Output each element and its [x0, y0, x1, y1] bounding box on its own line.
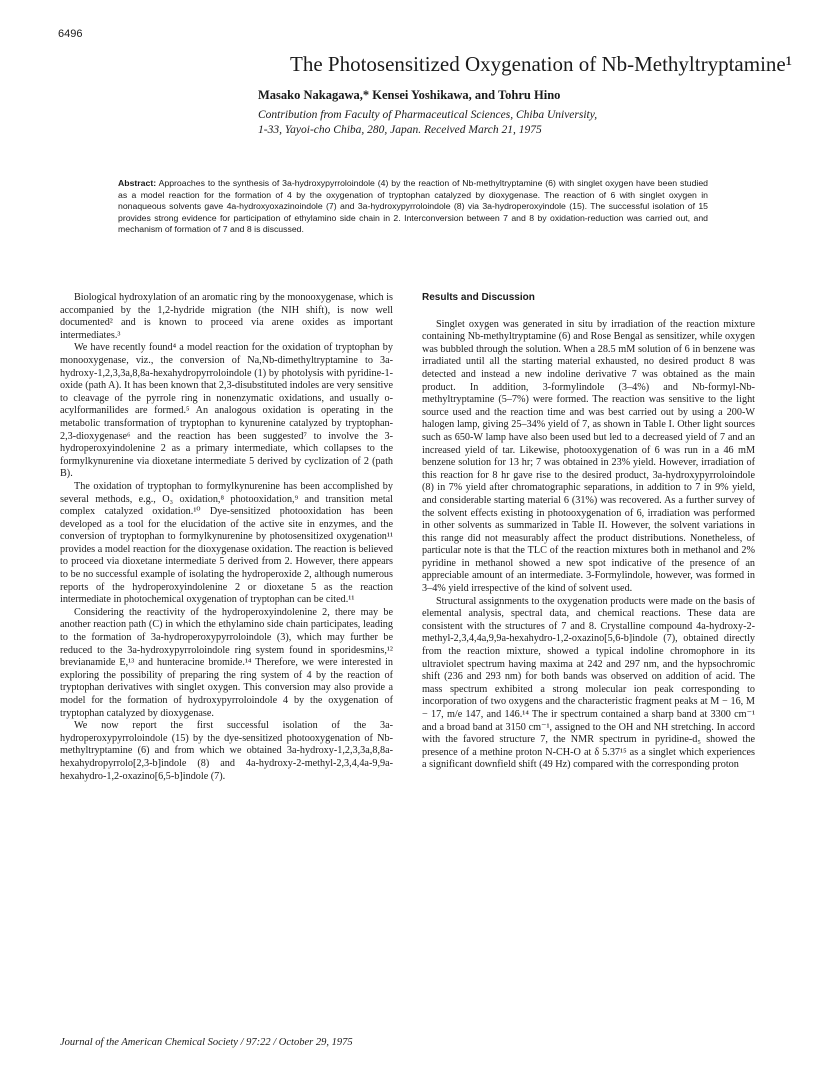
paragraph: Biological hydroxylation of an aromatic ring by the monooxygenase, which is accompanied by the 1,2-hydride migration (the NIH shift), is now well documented² and is known to proceed via arene oxides as important intermediates.³ — [60, 292, 393, 341]
author-list: Masako Nakagawa,* Kensei Yoshikawa, and Tohru Hino — [258, 88, 561, 102]
affiliation — [258, 108, 597, 138]
journal-footer: Journal of the American Chemical Society / 97:22 / October 29, 1975 — [60, 1037, 353, 1048]
paragraph: Structural assignments to the oxygenation products were made on the basis of elemental analysis, spectral data, and chemical reactions. These data are consistent with the structures of 7 and 8. Crystalline compound 4a-hydroxy-2-methyl-2,3,4,4a,9,9a-hexahydro-1,2-oxazino[5,6-b]indole (7), obtained directly from the reaction mixture, showed a typical indoline chromophore in its ultraviolet spectrum having maxima at 242 and 297 nm, and the hypsochromic shift (236 and 293 nm) for both bands was observed on addition of acid. The mass spectrum exhibited a strong molecular ion peak corresponding to incorporation of two oxygens and the characteristic fragment peaks at M − 16, M − 17, m/e 147, and 146.¹⁴ The ir spectrum contained a sharp band at 3300 cm⁻¹ and a broad band at 3150 cm⁻¹, assigned to the OH and NH stretching. In accord with the favored structure 7, the NMR spectrum in pyridine-d₅ showed the presence of a methine proton N-CH-O at δ 5.37¹⁵ as a singlet which experiences a significant downfield shift (49 Hz) compared with the corresponding proton — [422, 595, 755, 771]
left-column — [60, 292, 393, 783]
paragraph: We now report the first successful isolation of the 3a-hydroperoxypyrroloindole (15) by the dye-sensitized photooxygenation of Nb-methyltryptamine (6) and from which we obtained 3a-hydroxy-1,2,3,3a,8,8a-hexahydropyrrolo[2,3-b]indole (8) and 4a-hydroxy-2-methyl-2,3,4,4a-9,9a-hexahydro-1,2-oxazino[6,5-b]indole (7). — [60, 720, 393, 782]
right-column — [422, 292, 755, 772]
paragraph: The oxidation of tryptophan to formylkynurenine has been accomplished by several methods, e.g., O₃ oxidation,⁸ photooxidation,⁹ and transition metal complex catalyzed oxidation.¹⁰ Dye-sensitized photooxidation has been developed as a tool for the elucidation of the active site in enzymes, and the conversion of tryptophan to formylkynurenine by photosensitized oxygenation¹¹ provides a model reaction for the dioxygenase oxidation. The reaction is believed to proceed via dioxetane intermediate 5 derived from 2. However, there appears to be no successful example of isolating the hydroperoxide 2, although numerous reports of the hydroperoxyindolenine 2 or dioxetane 5 as the reaction intermediate in photochemical oxygenation of tryptophan can be cited.¹¹ — [60, 480, 393, 606]
abstract-text: Approaches to the synthesis of 3a-hydroxypyrroloindole (4) by the reaction of Nb-methyltryptamine (6) with singlet oxygen have been studied as a model reaction for the formation of 4 by the oxygenation of tryptophan catalyzed by dioxygenase. The reaction of 6 with singlet oxygen in nonaqueous solvents gave 4a-hydroxyoxazinoindole (7) and 3a-hydroxypyrroloindole (8) via 3a-hydroperoxyindole (15). The successful isolation of 15 provides strong evidence for participation of ethylamino side chain in 2. Interconversion between 7 and 8 by oxidation-reduction was carried out, and mechanism of formation of 7 and 8 is discussed. — [118, 178, 709, 234]
section-heading: Results and Discussion — [422, 292, 535, 303]
affiliation-line-1: Contribution from Faculty of Pharmaceutical Sciences, Chiba University, — [258, 109, 598, 121]
page-number: 6496 — [58, 28, 83, 40]
article-title: The Photosensitized Oxygenation of Nb-Methyltryptamine¹ — [290, 52, 793, 76]
affiliation-line-2: 1-33, Yayoi-cho Chiba, 280, Japan. Received March 21, 1975 — [258, 124, 542, 136]
abstract — [118, 178, 708, 236]
paragraph: Considering the reactivity of the hydroperoxyindolenine 2, there may be another reaction path (C) in which the ethylamino side chain participates, leading to the formation of 3a-hydroperoxypyrroloindole (3), which may further be reduced to the 3a-hydroxypyrroloindole ring system found in sporidesmins,¹² brevianamide E,¹³ and hunteracine bromide.¹⁴ Therefore, we were interested in exploring the possibility of preparing the ring system of 4 by the reaction of tryptophan derivatives with singlet oxygen. This conversion may also provide a model for the formation of hydroxypyrroloindole 4 by the oxygenation of tryptophan catalyzed by dioxygenase. — [60, 606, 393, 719]
paragraph: We have recently found⁴ a model reaction for the oxidation of tryptophan by monooxygenase, viz., the conversion of Na,Nb-dimethyltryptamine to 3a-hydroxy-1,2,3,3a,8,8a-hexahydropyrroloindole (1) by photolysis with pyridine-1-oxide (path A). It has been known that 2,3-disubstituted indoles are very sensitive to cleavage of the pyrrole ring in nonenzymatic oxidations, and usually o-acylformanilides are formed.⁵ An analogous oxidation is operating in the metabolic transformation of tryptophan to kynurenine catalyzed by tryptophan-2,3-dioxygenase⁶ and the reaction has been suggested⁷ to involve the 3-hydroperoxyindolenine 2 as a primary intermediate, which collapses to the formylkynurenine via dioxetane intermediate 5 derived by cyclization of 2 (path B). — [60, 342, 393, 480]
paragraph: Singlet oxygen was generated in situ by irradiation of the reaction mixture containing Nb-methyltryptamine (6) and Rose Bengal as sensitizer, while oxygen was bubbled through the solution. When a 28.5 mM solution of 6 in benzene was irradiated until all the starting material exhausted, no desired product 8 was detected and instead a new indoline derivative 7 was obtained as the main product. In addition, 3-formylindole (3–4%) and Nb-formyl-Nb-methyltryptamine (5–7%) were formed. The reaction was sensitive to the light source used and the reaction time and was best carried out by using a 200-W halogen lamp, giving 25–34% yield of 7, as shown in Table I. Other light sources such as 650-W lamp have also been used but led to a decreased yield of 7 and an increased yield of tar. Likewise, photooxygenation of 6 was run in a 46 mM benzene solution for 13 hr; 7 was obtained in 23% yield. However, irradiation of this reaction for 8 hr gave rise to the desired product, 3a-hydroxypyrroloindole (8) in 7% yield after chromatographic separations, in addition to 7 in 9% yield, and considerable starting material 6 (31%) was recovered. As a further survey of the solvent effects existing in photooxygenation of 6, irradiation was performed in other solvents as summarized in Table II. However, the solvent variations in this range did not measurably affect the product distributions. Nonetheless, of particular note is that the TLC of the reaction mixtures both in methanol and 2% pyridine in methanol showed a new spot indicative of the presence of an appreciable amount of an intermediate. 3-Formylindole, however, was formed in 3–4% yield irrespective of the kind of solvent used. — [422, 318, 755, 595]
abstract-label: Abstract: — [118, 178, 157, 188]
